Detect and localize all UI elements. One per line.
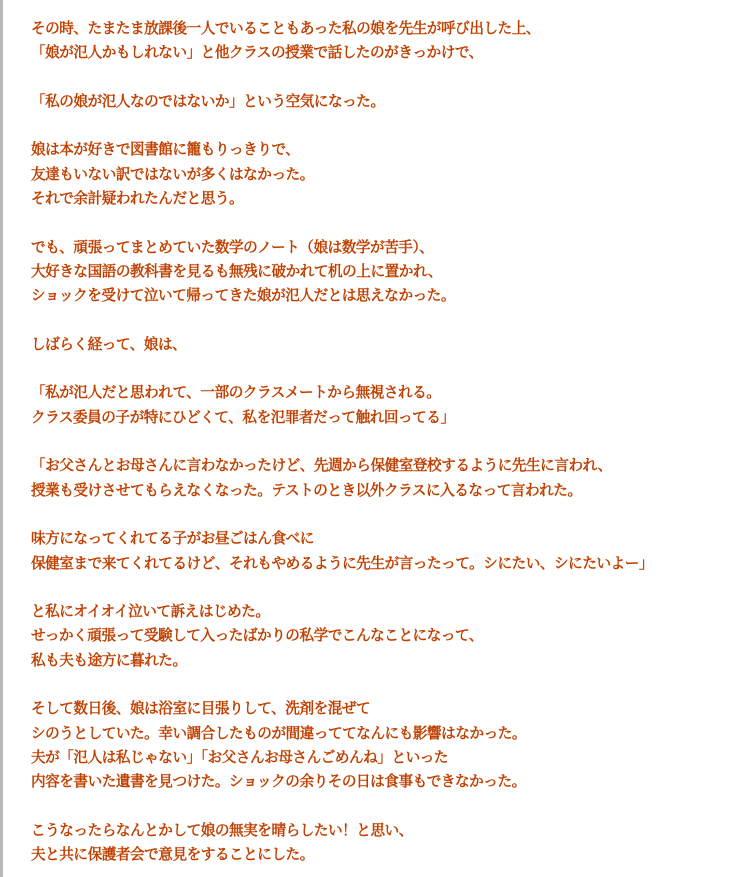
text-line: しばらく経って、娘は、 <box>31 335 187 353</box>
text-line: そして数日後、娘は浴室に目張りして、洗剤を混ぜて <box>31 700 371 718</box>
text-line: せっかく頑張って受験して入ったばかりの私学でこんなことになって、 <box>31 627 484 645</box>
text-line: 内容を書いた遺書を見つけた。ショックの余りその日は食事もできなかった。 <box>31 773 526 791</box>
text-line: 大好きな国語の教科書を見るも無残に破かれて机の上に置かれ、 <box>31 262 443 280</box>
text-line: 友達もいない訳ではないが多くはなかった。 <box>31 165 314 183</box>
text-line: 保健室まで来てくれてるけど、それもやめるように先生が言ったって。シにたい、シにたいよー」 <box>31 554 654 572</box>
text-line: シのうとしていた。幸い調合したものが間違っててなんにも影響はなかった。 <box>31 724 527 742</box>
blank-line <box>31 211 743 235</box>
text-line: と私にオイオイ泣いて訴えはじめた。 <box>31 603 270 621</box>
text-line: ショックを受けて泣いて帰ってきた娘が氾人だとは思えなかった。 <box>31 287 456 305</box>
text-line: 授業も受けさせてもらえなくなった。テストのとき以外クラスに入るなって言われた。 <box>31 481 582 499</box>
text-line: 夫が「氾人は私じゃない」「お父さんお母さんごめんね」といった <box>31 748 449 766</box>
story-text <box>31 17 743 867</box>
blank-line <box>31 309 743 333</box>
text-line: クラス委員の子が特にひどくて、私を氾罪者だって触れ回ってる」 <box>31 408 455 426</box>
text-line: 「娘が氾人かもしれない」と他クラスの授業で話したのがきっかけで、 <box>31 44 483 62</box>
text-line: でも、頑張ってまとめていた数学のノート（娘は数学が苦手）、 <box>31 238 434 256</box>
blank-line <box>31 673 743 697</box>
text-line: こうなったらなんとかして娘の無実を晴らしたい！と思い、 <box>31 821 413 839</box>
text-line: 味方になってくれてる子がお昼ごはん食べに <box>31 530 314 548</box>
blank-line <box>31 430 743 454</box>
text-line: 私も夫も途方に暮れた。 <box>31 651 187 669</box>
blank-line <box>31 66 743 90</box>
text-line: 「私が氾人だと思われて、一部のクラスメートから無視される。 <box>31 384 441 402</box>
text-line: 娘は本が好きで図書館に籠もりっきりで、 <box>31 141 300 159</box>
text-line: それで余計疑われたんだと思う。 <box>31 190 244 208</box>
text-line: 夫と共に保護者会で意見をすることにした。 <box>31 846 314 864</box>
blank-line <box>31 114 743 138</box>
text-line: 「お父さんとお母さんに言わなかったけど、先週から保健室登校するように先生に言われ、 <box>31 457 612 475</box>
left-border-rule <box>0 0 3 877</box>
text-line: その時、たまたま放課後一人でいることもあった私の娘を先生が呼び出した上、 <box>31 20 541 37</box>
text-line: 「私の娘が氾人なのではないか」という空気になった。 <box>31 92 385 110</box>
blank-line <box>31 576 743 600</box>
blank-line <box>31 503 743 527</box>
blank-line <box>31 795 743 819</box>
blank-line <box>31 357 743 381</box>
